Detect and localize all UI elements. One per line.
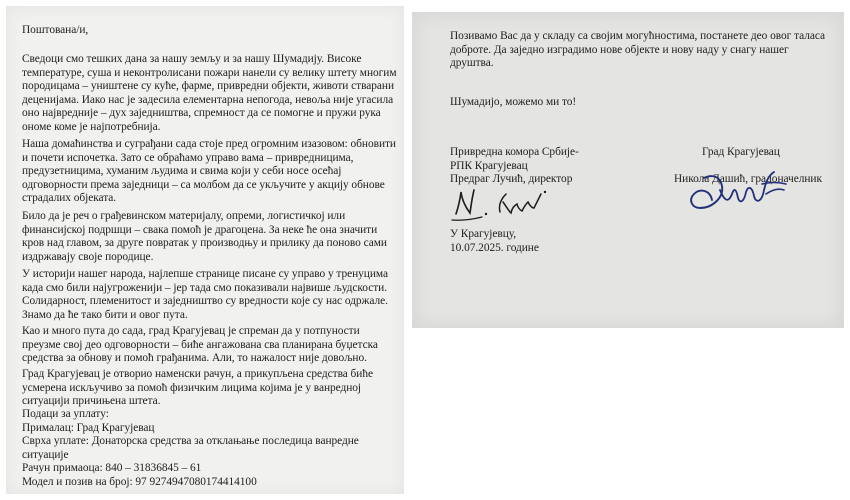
paragraph-line: усмерена искључиво за помоћ физичким лицима којима је у ванредној [22, 381, 362, 394]
payment-account: Рачун примаоца: 840 – 31836845 – 61 [22, 462, 202, 475]
paragraph-line: страдалих објеката. [22, 192, 117, 205]
payment-reference: Модел и позив на број: 97 9274947080174414100 [22, 475, 257, 488]
payment-purpose-cont: ситуације [22, 448, 69, 461]
paragraph-line: Знамо да ће тако бити и овог пута. [22, 308, 188, 321]
paragraph-line: У историји нашег народа, најлепше странице писане су управо у тренуцима [22, 268, 388, 280]
paragraph-line: када смо били најугроженији – јер тада смо показивали највише људскости. [22, 281, 387, 294]
paragraph-line: Као и много пута до сада, град Крагујевац је спреман да у потпуности [22, 325, 360, 337]
paragraph-line: средства за обнову и помоћ грађанима. Али, то нажалост није довољно. [22, 352, 367, 365]
paragraph-invite [450, 30, 825, 71]
closing-line: Шумадијо, можемо ми то! [450, 96, 577, 108]
paragraph-line: предузетницима, хуманим људима и свима који у себи носе осећај [22, 165, 342, 178]
paragraph-line: ситуацији причињена штета. [22, 395, 161, 408]
paragraph-line: Град Крагујевац је отворио наменски рачун, а прикупљена средства биће [22, 368, 373, 380]
paragraph-line: друштва. [450, 57, 494, 70]
paragraph-1 [22, 53, 396, 135]
paragraph-5 [22, 325, 378, 366]
paragraph-line: доброте. Да заједно изградимо нове објекте и нову наду у снагу нашег [450, 43, 789, 56]
paragraph-line: преузме свој део одговорности – биће ангажована сва планирана буџетска [22, 338, 378, 351]
paragraph-line: и почети испочетка. Зато се обраћамо управо вама – привредницима, [22, 151, 354, 164]
paragraph-2 [22, 138, 396, 206]
paragraph-line: Било да је реч о грађевинском материјалу, опреми, логистичкој или [22, 210, 346, 222]
paragraph-line: издржавају своје породице. [22, 250, 154, 263]
payment-details [22, 408, 359, 490]
signatory-right-name: Никола Дашић, градоначелник [674, 173, 822, 185]
paragraph-line: деценијама. Иако нас је задесила елементарна непогода, невоља није угасила [22, 93, 394, 106]
paragraph-line: Наша домаћинства и суграђани сада стоје пред огромним изазовом: обновити [22, 138, 396, 150]
signatory-right-org: Град Крагујевац [702, 146, 780, 158]
payment-purpose: Сврха уплате: Донаторска средства за отклањање последица ванредне [22, 435, 359, 448]
signature-right [682, 164, 792, 216]
letter-page-2 [412, 12, 844, 328]
payment-recipient: Прималац: Град Крагујевац [22, 421, 155, 434]
paragraph-line: температуре, суша и неконтролисани пожари нанели су велику штету многим [22, 66, 397, 79]
signatory-org-unit: РПК Крагујевац [450, 159, 528, 172]
date: 10.07.2025. године [450, 241, 539, 254]
paragraph-line: Солидарност, племенитост и заједништво су вредности које су нас одржале. [22, 295, 388, 308]
paragraph-4 [22, 268, 388, 322]
paragraph-line: одговорности према заједници – са молбом да се укључите у акцију обнове [22, 178, 385, 191]
place-date [450, 228, 539, 255]
paragraph-line: породицама – уништене су куће, фарме, привредни објекти, животи стварани [22, 80, 395, 93]
paragraph-line: ономе коме је најпотребнија. [22, 120, 161, 133]
letter-page-1 [6, 6, 404, 494]
paragraph-line: Позивамо Вас да у складу са својим могућностима, постанете део овог таласа [450, 30, 826, 42]
payment-heading: Подаци за уплату: [22, 408, 109, 420]
signatory-org: Привредна комора Србије- [450, 146, 579, 158]
paragraph-line: кров над главом, за друге повратак у производњу и прилику да поново сами [22, 237, 387, 250]
paragraph-line: Сведоци смо тешких дана за нашу земљу и за нашу Шумадију. Високе [22, 53, 362, 65]
paragraph-6 [22, 368, 373, 409]
paragraph-line: финансијској подршци – свака помоћ је драгоцена. За неке ће она значити [22, 223, 378, 236]
salutation: Поштована/и, [22, 24, 89, 36]
paragraph-3 [22, 210, 387, 264]
paragraph-line: оно највредније – дух заједништва, спремност да се помогне и пружи рука [22, 107, 381, 120]
place: У Крагујевцу, [450, 228, 517, 240]
signatory-name: Предраг Лучић, директор [450, 173, 573, 186]
signature-left [448, 180, 558, 226]
